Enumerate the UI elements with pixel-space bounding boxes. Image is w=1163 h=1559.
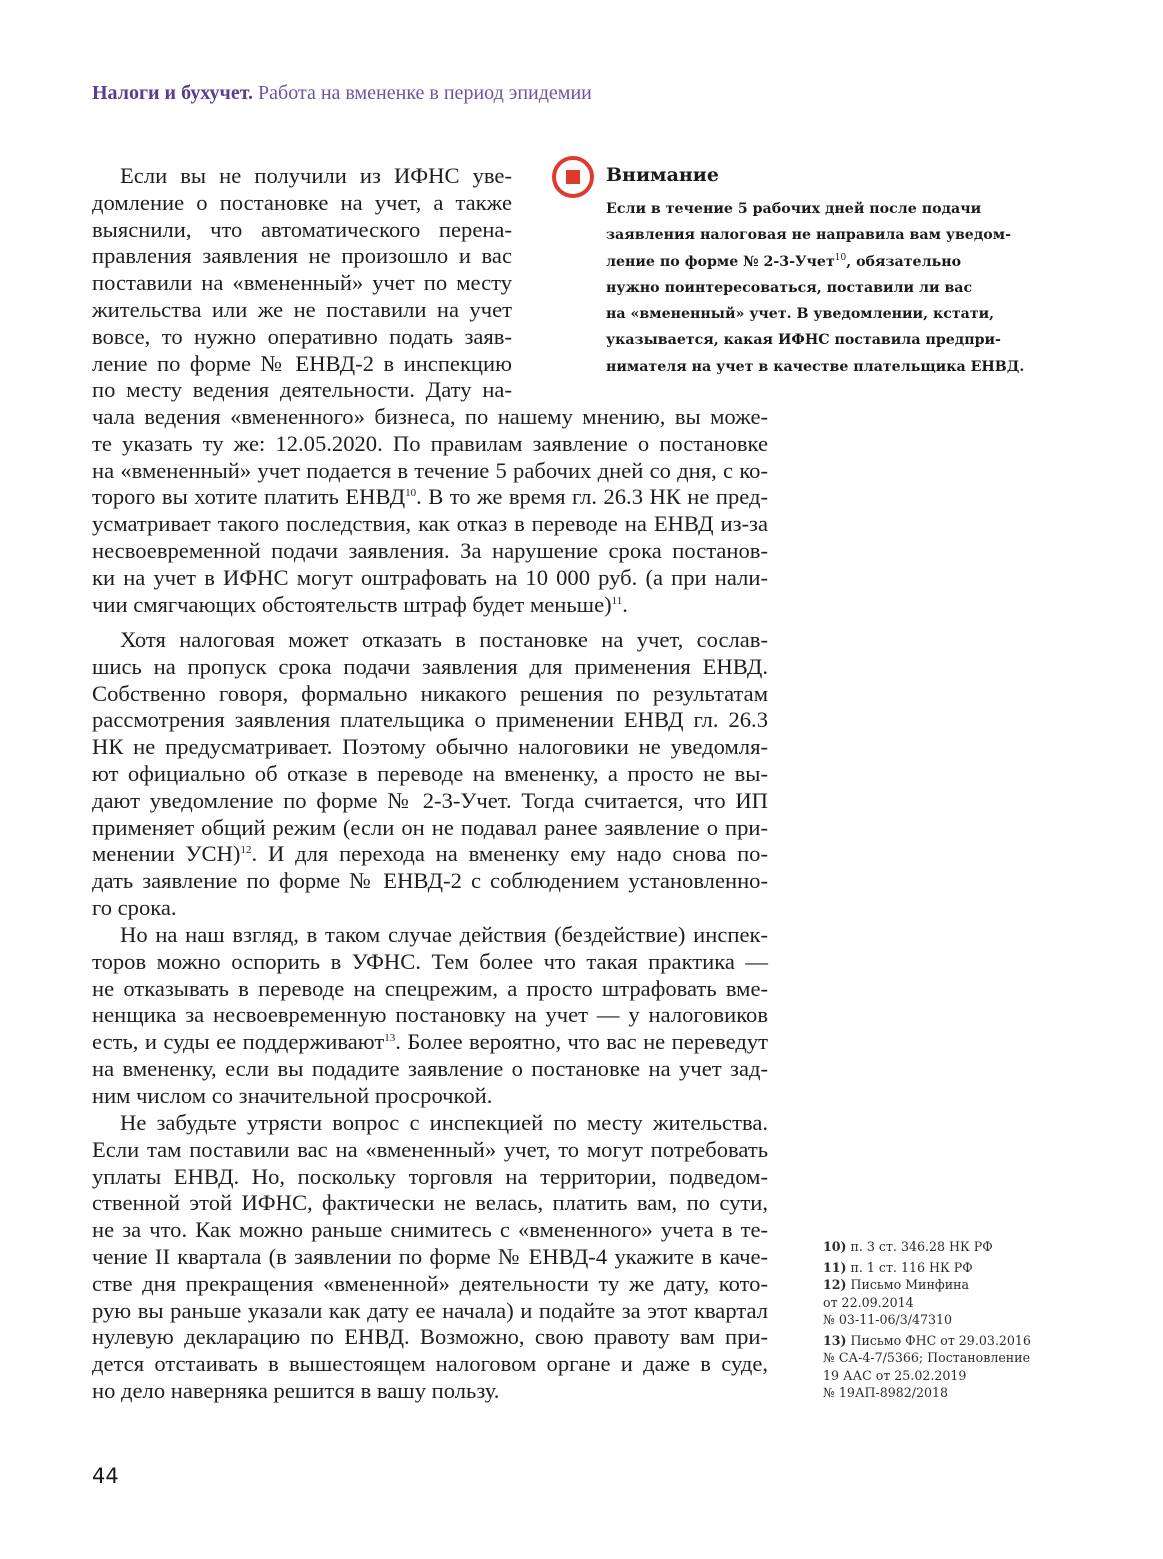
footnote-12: 12) Письмо Минфина от 22.09.2014 № 03-11-06/3/47310 [823,1277,970,1327]
footnote-ref[interactable]: 12 [240,844,252,857]
footnote-ref[interactable]: 11 [611,594,623,607]
callout-line: ление по форме № 2-3-Учет$^{10}$, обязательно [606,252,962,270]
callout-line: нужно поинтересоваться, поставили ли вас [606,279,973,296]
topic-title: Работа на вмененке в период эпидемии [258,82,592,104]
paragraph-3: Но на наш взгляд, в таком случае действия (бездействие) инспек- торов можно оспорить в УФНС. Тем более что такая практика — не отказывать в переводе на спецрежим, а просто штрафовать вме- ненщика за несвоевременную постановку на учет — у налоговиков есть, и суды ее поддерживают$^{13}$. Более вероятно, что вас не переведут на вмененку, если вы подадите заявление о постановке на учет зад- ним числом со значительной просрочкой. [92,922,768,1108]
paragraph-1-continued: чала ведения «вмененного» бизнеса, по нашему мнению, вы може- те указать ту же: 12.05.2020. По правилам заявление о постановке на «вмененный» учет подается в течение 5 рабочих дней со дня, с ко- торого вы хотите платить ЕНВД$^{10}$. В то же время гл. 26.3 НК не пред- усматривает такого последствия, как отказ в переводе на ЕНВД из-за несвоевременной подачи заявления. За нарушение срока постанов- ки на учет в ИФНС могут оштрафовать на 10 000 руб. (а при нали- чии смягчающих обстоятельств штраф будет меньше)$^{11}$. [92,404,768,617]
callout-title: Внимание [606,164,719,186]
callout-line: нимателя на учет в качестве плательщика ЕНВД. [606,358,1025,375]
footnote-13: 13) Письмо ФНС от 29.03.2016 № СА-4-7/5366; Постановление 19 ААС от 25.02.2019 № 19АП-8982/2018 [823,1332,1031,1400]
callout-line: указывается, какая ИФНС поставила предпри- [606,332,1001,349]
paragraph-2: Хотя налоговая может отказать в постановке на учет, сослав- шись на пропуск срока подачи заявления для применения ЕНВД. Собственно говоря, формально никакого решения по результатам рассмотрения заявления плательщика о применении ЕНВД гл. 26.3 НК не предусматривает. Поэтому обычно налоговики не уведомля- ют официально об отказе в переводе на вмененку, а просто не вы- дают уведомление по форме № 2-3-Учет. Тогда считается, что ИП применяет общий режим (если он не подавал ранее заявление о при- менении УСН)$^{12}$. И для перехода на вмененку ему надо снова по- дать заявление по форме № ЕНВД-2 с соблюдением установленно- го срока. [92,627,768,920]
callout-line: заявления налоговая не направила вам уведом- [606,227,1011,244]
stop-icon [552,156,594,198]
page-number: 44 [92,1464,119,1488]
footnote-ref[interactable]: 10 [405,487,417,500]
footnote-ref[interactable]: 13 [384,1032,396,1045]
paragraph-1: Если вы не получили из ИФНС уве- домление о постановке на учет, а также выяснили, что автоматического перена- правления заявления не произошло и вас поставили на «вмененный» учет по месту жительства или же не поставили на учет вовсе, то нужно оперативно подать заяв- ление по форме № ЕНВД-2 в инспекцию по месту ведения деятельности. Дату на- [92,163,512,403]
running-header [92,82,592,105]
footnote-ref[interactable]: 10 [834,252,847,263]
footnotes [823,1238,1053,1405]
callout-line: Если в течение 5 рабочих дней после подачи [606,201,982,217]
paragraph-4: Не забудьте утрясти вопрос с инспекцией по месту жительства. Если там поставили вас на «вмененный» учет, то могут потребовать уплаты ЕНВД. Но, поскольку торговля на территории, подведом- ственной этой ИФНС, фактически не велась, платить вам, по сути, не за что. Как можно раньше снимитесь с «вмененного» учета в те- чение II квартала (в заявлении по форме № ЕНВД-4 укажите в каче- стве дня прекращения «вмененной» деятельности ту же дату, кото- рую вы раньше указали как дату ее начала) и подайте за этот квартал нулевую декларацию по ЕНВД. Возможно, свою правоту вам при- дется отстаивать в вышестоящем налоговом органе и даже в суде, но дело наверняка решится в вашу пользу. [92,1110,768,1403]
footnote-10: 10) п. 3 ст. 346.28 НК РФ [823,1239,993,1254]
section-title: Налоги и бухучет. [92,82,254,104]
callout-line: на «вмененный» учет. В уведомлении, кстати, [606,306,995,323]
footnote-11: 11) п. 1 ст. 116 НК РФ [823,1259,973,1275]
callout-body [606,196,1046,380]
